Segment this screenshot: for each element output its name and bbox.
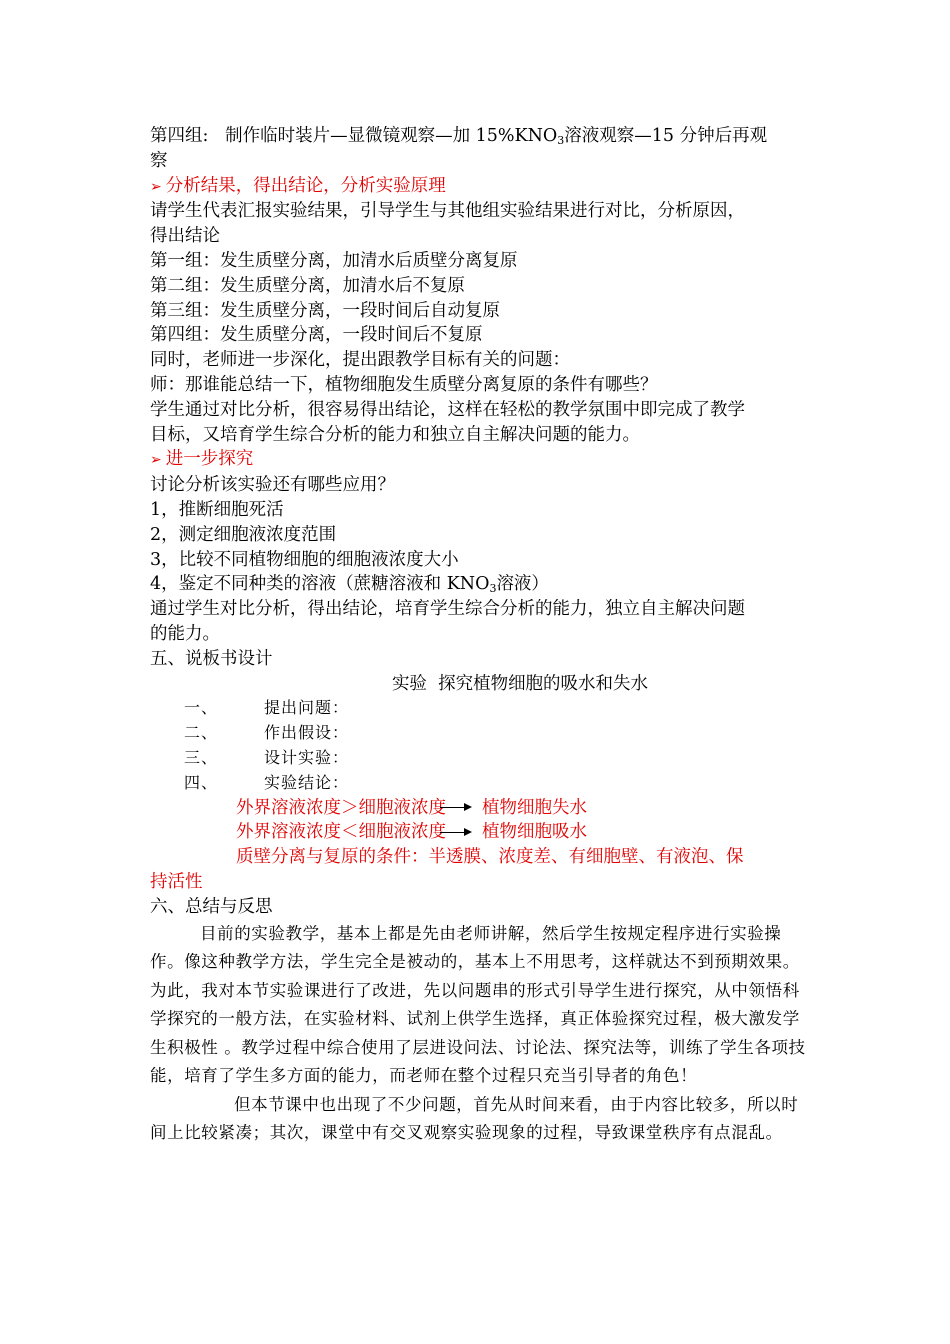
document-page xyxy=(150,124,810,1148)
arrow-bullet-icon: ➢ xyxy=(150,452,162,469)
reflection-paragraph: 目前的实验教学，基本上都是先由老师讲解，然后学生按规定程序进行实验操作。像这种教学方法，学生完全是被动的，基本上不用思考，这样就达不到预期效果。为此，我对本节实验课进行了改进，先以问题串的形式引导学生进行探究，从中领悟科学探究的一般方法，在实验材料、试剂上供学生选择，真正体验探究过程，极大激发学生积极性 。教学过程中综合使用了层进设问法、讨论法、探究法等，训练了学生各项技能，培育了学生多方面的能力，而老师在整个过程只充当引导者的角色！ xyxy=(150,923,806,1085)
conclusion-result: 植物细胞吸水 xyxy=(482,822,587,843)
conclusion-condition: 外界溶液浓度＜细胞液浓度 xyxy=(236,822,446,843)
result-item: 第三组：发生质壁分离，一段时间后自动复原 xyxy=(150,300,500,321)
heading-further xyxy=(150,447,810,473)
arrow-bullet-icon: ➢ xyxy=(150,178,162,195)
subscript: 3 xyxy=(489,582,497,596)
board-item-text: 实验结论： xyxy=(264,772,350,792)
student-line: 目标，又培育学生综合分析的能力和独立自主解决问题的能力。 xyxy=(150,424,640,445)
board-item xyxy=(150,746,810,771)
group4-step-text: 第四组: 制作临时装片—显微镜观察—加 15%KNO xyxy=(150,126,558,146)
report-line: 得出结论 xyxy=(150,226,220,247)
board-item xyxy=(150,696,810,721)
board-item-number: 三、 xyxy=(184,747,219,767)
group4-step xyxy=(150,124,810,149)
application-text-end: 溶液） xyxy=(496,574,549,595)
heading-further-text: 进一步探究 xyxy=(165,449,254,470)
board-item-text: 作出假设： xyxy=(264,723,350,743)
application-text: 4，鉴定不同种类的溶液（蔗糖溶液和 KNO xyxy=(150,574,490,595)
conclusion-condition: 外界溶液浓度＞细胞液浓度 xyxy=(236,797,446,818)
right-arrow-icon xyxy=(448,827,472,839)
board-title: 实验 探究植物细胞的吸水和失水 xyxy=(391,673,649,694)
compare-line: 的能力。 xyxy=(150,623,220,644)
conclusion-row xyxy=(150,820,810,845)
board-item xyxy=(150,771,810,796)
heading-analysis-text: 分析结果，得出结论，分析实验原理 xyxy=(165,175,446,196)
deepen-line: 同时，老师进一步深化，提出跟教学目标有关的问题： xyxy=(150,350,570,371)
subscript: 3 xyxy=(557,134,565,147)
result-item: 第二组：发生质壁分离，加清水后不复原 xyxy=(150,275,465,296)
conditions-line: 质壁分离与复原的条件：半透膜、浓度差、有细胞壁、有液泡、保 xyxy=(236,847,744,868)
result-item: 第一组：发生质壁分离，加清水后质壁分离复原 xyxy=(150,250,518,271)
application-item xyxy=(150,572,810,597)
group4-step-text-end: 溶液观察—15 分钟后再观 xyxy=(564,126,768,146)
board-item xyxy=(150,721,810,746)
discuss-line: 讨论分析该实验还有哪些应用？ xyxy=(150,475,395,496)
board-item-number: 二、 xyxy=(184,723,219,743)
group4-step-cont: 察 xyxy=(150,150,168,171)
application-item: 1，推断细胞死活 xyxy=(150,499,284,520)
teacher-question: 师：那谁能总结一下，植物细胞发生质壁分离复原的条件有哪些？ xyxy=(150,374,658,395)
board-item-text: 提出问题： xyxy=(264,698,350,718)
compare-line: 通过学生对比分析，得出结论，培育学生综合分析的能力，独立自主解决问题 xyxy=(150,599,745,620)
conclusion-row xyxy=(150,796,810,821)
result-item: 第四组：发生质壁分离，一段时间后不复原 xyxy=(150,325,483,346)
reflection-paragraph: 但本节课中也出现了不少问题，首先从时间来看，由于内容比较多，所以时间上比较紧凑；其次，课堂中有交叉观察实验现象的过程，导致课堂秩序有点混乱。 xyxy=(150,1094,799,1142)
application-item: 2，测定细胞液浓度范围 xyxy=(150,524,337,545)
section-six-heading: 六、总结与反思 xyxy=(150,896,273,917)
board-item-text: 设计实验： xyxy=(264,747,350,767)
board-item-number: 一、 xyxy=(184,698,219,718)
right-arrow-icon xyxy=(448,802,472,814)
student-line: 学生通过对比分析，很容易得出结论，这样在轻松的教学氛围中即完成了教学 xyxy=(150,399,745,420)
report-line: 请学生代表汇报实验结果，引导学生与其他组实验结果进行对比，分析原因， xyxy=(150,201,745,222)
board-item-number: 四、 xyxy=(184,772,219,792)
conditions-line: 持活性 xyxy=(150,871,203,892)
conclusion-result: 植物细胞失水 xyxy=(482,797,587,818)
section-five-heading: 五、说板书设计 xyxy=(150,648,273,669)
application-item: 3，比较不同植物细胞的细胞液浓度大小 xyxy=(150,549,459,570)
heading-analysis xyxy=(150,174,810,200)
